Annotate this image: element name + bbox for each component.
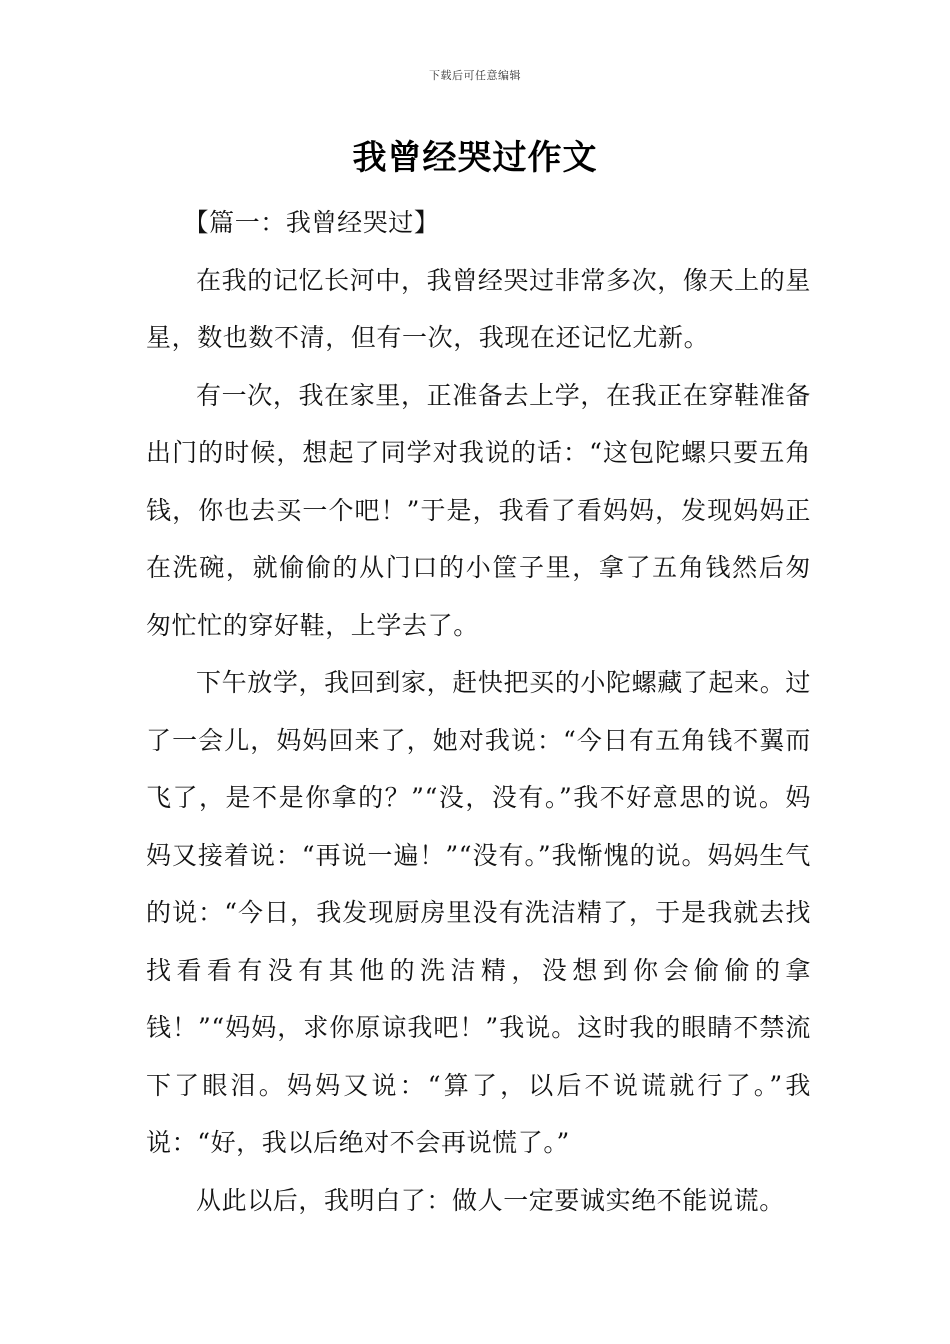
header-note: 下载后可任意编辑 xyxy=(429,69,521,82)
paragraph-4: 从此以后，我明白了：做人一定要诚实绝不能说谎。 xyxy=(196,1185,785,1215)
document-body xyxy=(146,194,811,1229)
document-title: 我曾经哭过作文 xyxy=(352,138,598,178)
section-heading: 【篇一：我曾经哭过】 xyxy=(183,208,440,237)
paragraph-3: 下午放学，我回到家，赶快把买的小陀螺藏了起来。过了一会儿，妈妈回来了，她对我说：“今日有五角钱不翼而飞了，是不是你拿的？”“没，没有。”我不好意思的说。妈妈又接着说：“再说一遍！”“没有。”我惭愧的说。妈妈生气的说：“今日，我发现厨房里没有洗洁精了，于是我就去找找看看有没有其他的洗洁精，没想到你会偷偷的拿钱！”“妈妈，求你原谅我吧！”我说。这时我的眼睛不禁流下了眼泪。妈妈又说：“算了，以后不说谎就行了。”我说：“好，我以后绝对不会再说慌了。” xyxy=(146,668,811,1157)
paragraph-2: 有一次，我在家里，正准备去上学，在我正在穿鞋准备出门的时候，想起了同学对我说的话：“这包陀螺只要五角钱，你也去买一个吧！”于是，我看了看妈妈，发现妈妈正在洗碗，就偷偷的从门口的小筐子里，拿了五角钱然后匆匆忙忙的穿好鞋，上学去了。 xyxy=(146,380,811,640)
paragraph-1: 在我的记忆长河中，我曾经哭过非常多次，像天上的星星，数也数不清，但有一次，我现在还记忆尤新。 xyxy=(146,265,811,352)
